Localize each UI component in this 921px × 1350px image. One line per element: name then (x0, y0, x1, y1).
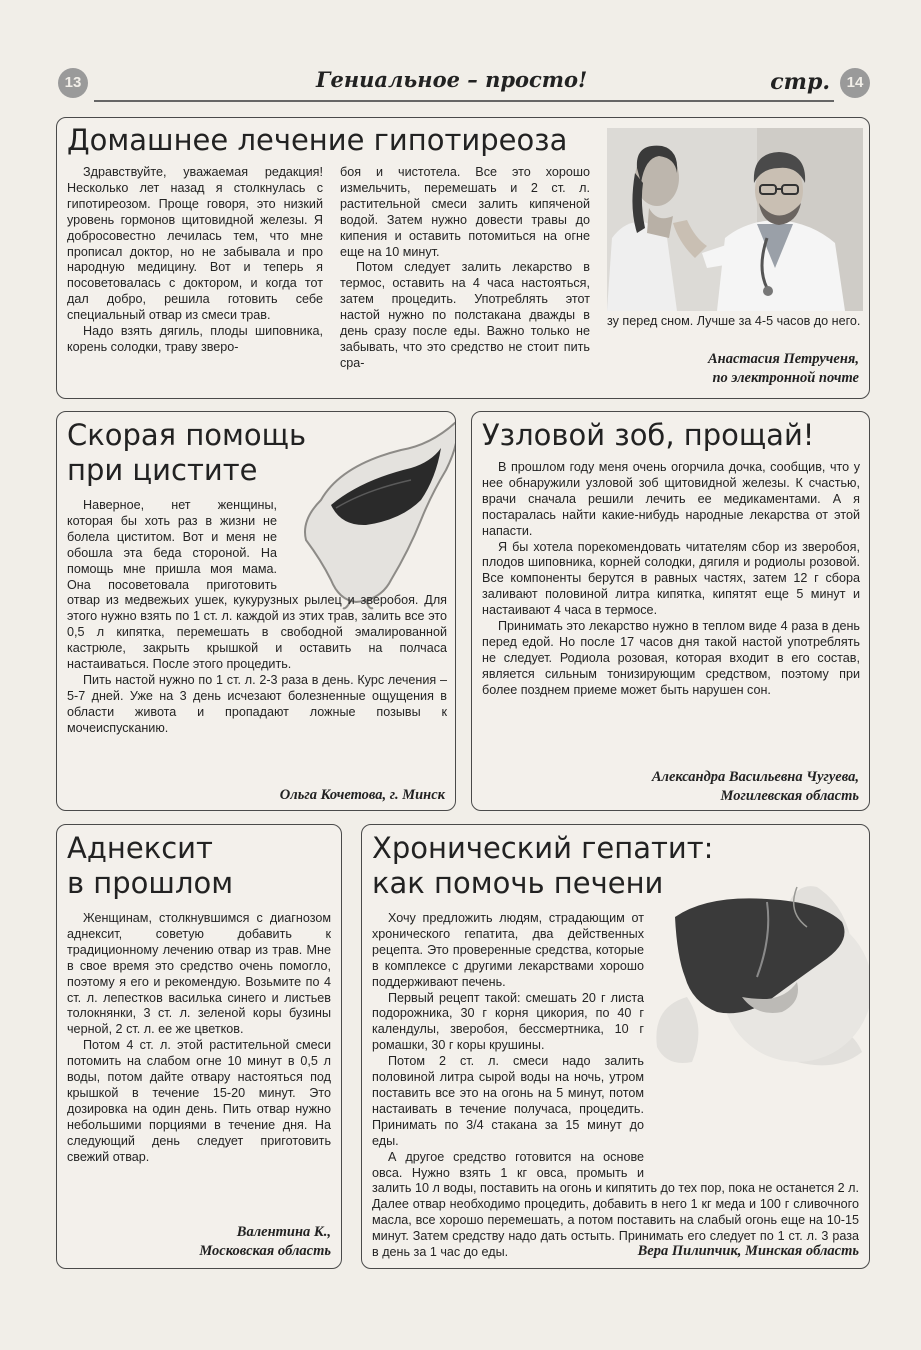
article-body (372, 911, 859, 1261)
paragraph: Пить настой нужно по 1 ст. л. 2-3 раза в день. Курс лечения – 5-7 дней. Уже на 3 день исчезают болезненные ощущения в области живота и пропадают ложные позывы к мочеиспусканию. (67, 672, 447, 735)
article-body (482, 460, 860, 699)
page-label: стр. (770, 69, 830, 95)
article-title: Домашнее лечение гипотиреоза (67, 123, 568, 157)
article-column-3 (607, 314, 863, 330)
author-signature: Александра Васильевна Чугуева, Могилевская область (651, 769, 859, 804)
author-signature: Вера Пилипчик, Минская область (637, 1243, 859, 1259)
paragraph: Потом 2 ст. л. смеси надо залить половиной литра сырой воды на ночь, утром поставить все это на огонь на 5 минут, потом настаивать в течение получаса, процедить. Принимать по 3/4 стакана за 15 минут до еды. (372, 1054, 644, 1148)
paragraph: Здравствуйте, уважаемая редакция! Несколько лет назад я столкнулась с гипотиреозом. Проще говоря, это низкий уровень гормонов щитовидной железы. Я добросовестно лечилась тем, что мне прописал доктор, но не забывала и про народную медицину. Вот и теперь я посоветовалась с доктором, и когда тот дал добро, решила готовить себе специальный отвар из смеси трав. (67, 165, 323, 323)
paragraph: В прошлом году меня очень огорчила дочка, сообщив, что у нее обнаружили узловой зоб щитовидной железы. К счастью, врачи сначала решили лечить ее медикаментами. А я постаралась найти какие-нибудь народные лекарства от этой напасти. (482, 460, 860, 538)
article-title: Хронический гепатит: как помочь печени (372, 831, 714, 900)
article-title: Аднексит в прошлом (67, 831, 234, 900)
article-body (67, 498, 447, 737)
section-rubric: Гениальное – просто! (316, 67, 588, 92)
article-goiter (471, 411, 870, 811)
article-column-1 (67, 165, 323, 356)
author-signature: Валентина К., Московская область (199, 1224, 331, 1259)
right-page-number: 14 (840, 68, 870, 98)
author-signature: Анастасия Петрученя, по электронной почте (707, 351, 859, 386)
paragraph: Я бы хотела порекомендовать читателям сбор из зверобоя, плодов шиповника, корней солодки, дягиля и родиолы розовой. Все компоненты берутся в равных частях, затем 12 г сбора заливают половиной литра кипятка, кипятят еще 5 минут и настаивают 4 часа в термосе. (482, 539, 860, 618)
paragraph: А другое средство готовится на основе овса. Нужно взять 1 кг овса, промыть и залить 10 л воды, поставить на огонь и кипятить до тех пор, пока не останется 2 л. Далее отвар необходимо процедить, добавить в него 1 кг меда и 100 г сливочного масла, все хорошо перемешать, а потом поставить на слабый огонь еще на 10-15 минут. Затем средству надо дать остыть. Принимать его следует по 1 ст. л. 3 раза в день за 1 час до еды. (372, 1149, 859, 1260)
article-hepatitis (361, 824, 870, 1269)
paragraph: Первый рецепт такой: смешать 20 г листа подорожника, 30 г корня цикория, по 40 г календулы, зверобоя, бессмертника, 10 г ромашки, 30 г коры крушины. (372, 990, 644, 1053)
article-column-2 (340, 165, 590, 372)
paragraph: Женщинам, столкнувшимся с диагнозом аднексит, советую добавить к традиционному лечению отвар из трав. Мне в свое время это средство очень помогло, поэтому я его и рекомендую. Возьмите по 4 ст. л. лепестков василька синего и листьев толокнянки, 3 ст. л. зеленой коры бузины черной, 2 ст. л. ее же цветков. (67, 911, 331, 1037)
paragraph: зу перед сном. Лучше за 4-5 часов до него. (607, 314, 861, 328)
article-body (67, 911, 331, 1166)
article-hypothyroid (56, 117, 870, 399)
paragraph: Потом 4 ст. л. этой растительной смеси потомить на слабом огне 10 минут в 0,5 л воды, потом дайте отвару настояться под крышкой в течение 15-20 минут. Это дозировка на один день. Пить отвар нужно небольшими порциями в течение дня. На следующий день следует приготовить свежий отвар. (67, 1038, 331, 1164)
header-rule (94, 100, 834, 102)
paragraph: боя и чистотела. Все это хорошо измельчить, перемешать и 2 ст. л. растительной смеси залить кипяченой водой. Затем нужно довести травы до кипения и оставить потомиться на огне еще на 10 минут. (340, 165, 590, 259)
article-adnexitis (56, 824, 342, 1269)
author-signature: Ольга Кочетова, г. Минск (279, 787, 445, 803)
paragraph: Надо взять дягиль, плоды шиповника, корень солодки, траву зверо- (67, 324, 323, 354)
paragraph: Наверное, нет женщины, которая бы хоть раз в жизни не болела циститом. Вот и меня не обошла эта беда стороной. На помощь мне пришла моя мама. Она посоветовала приготовить отвар из медвежьих ушек, кукурузных рылец и зверобоя. Для этого нужно взять по 1 ст. л. каждой из этих трав, залить все это 0,5 л кипятка, перемешать в свободной эмалированной кастрюле, закрыть крышкой и оставить на полчаса настаиваться. После этого процедить. (67, 498, 447, 672)
paragraph: Хочу предложить людям, страдающим от хронического гепатита, два действенных рецепта. Это проверенные средства, которые в комплексе с другими лекарствами хорошо поддерживают печень. (372, 911, 644, 989)
paragraph: Принимать это лекарство нужно в теплом виде 4 раза в день перед едой. Но после 17 часов дня такой настой употреблять не следует. Родиола розовая, которая входит в его состав, является сильным тонизирующим средством, поэтому при более позднем приеме может быть нарушен сон. (482, 619, 860, 697)
page-header (58, 66, 870, 106)
article-cystitis (56, 411, 456, 811)
paragraph: Потом следует залить лекарство в термос, оставить на 4 часа настояться, затем процедить. Употреблять этот настой нужно по полстакана дважды в день сразу после еды. Важно только не забывать, что это средство не стоит пить сра- (340, 260, 590, 370)
left-page-number: 13 (58, 68, 88, 98)
article-title: Скорая помощь при цистите (67, 418, 307, 487)
doctor-examining-patient-photo (607, 128, 863, 311)
article-title: Узловой зоб, прощай! (482, 418, 815, 452)
